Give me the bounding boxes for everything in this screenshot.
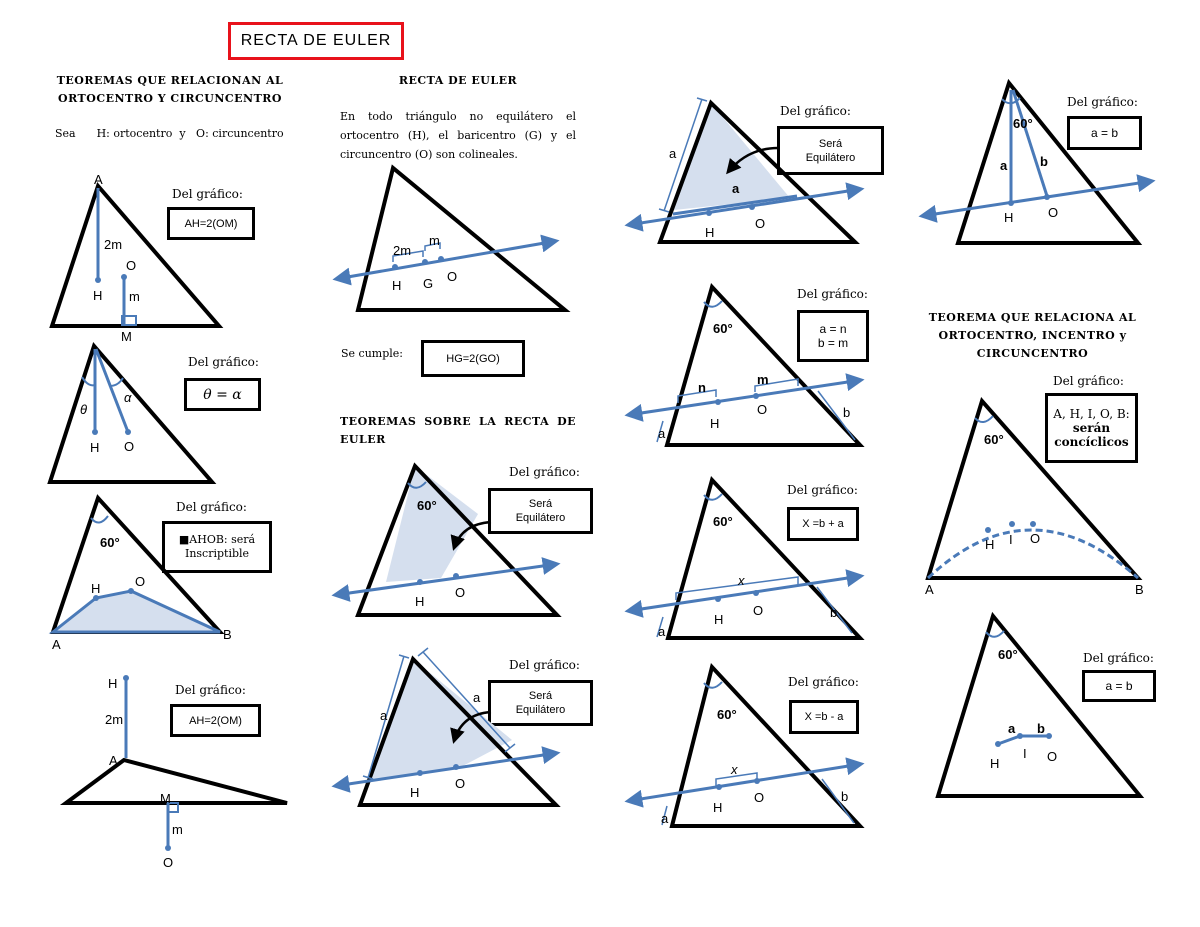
point-i (1009, 521, 1015, 527)
fig-col1-3 (52, 498, 232, 652)
fig-col4-3 (938, 616, 1140, 796)
label-b: b (843, 405, 851, 420)
col1-del-grafico-1: Del gráfico: (172, 187, 243, 201)
quad-ahob (53, 591, 220, 632)
fig-col1-1 (52, 172, 219, 344)
col3-del-grafico-3: Del gráfico: (787, 483, 858, 497)
label-h: H (415, 594, 425, 609)
triangle (358, 168, 565, 310)
label-alpha: α (124, 390, 132, 405)
label-o: O (1048, 205, 1059, 220)
label-60: 60° (998, 647, 1018, 662)
label-h: H (1004, 210, 1014, 225)
label-m: m (129, 289, 140, 304)
point-h (716, 784, 722, 790)
col2-box-equi2-l2: Equilátero (515, 704, 566, 716)
label-o: O (1030, 531, 1041, 546)
fig-col1-4 (66, 675, 287, 870)
point-o (453, 764, 459, 770)
triangle (938, 616, 1140, 796)
label-o: O (455, 585, 466, 600)
triangle (50, 346, 212, 482)
col3-box1-l2: Equilátero (805, 151, 856, 164)
point-o (753, 590, 759, 596)
label-60: 60° (417, 498, 437, 513)
label-a-right: a (473, 690, 481, 705)
label-o: O (753, 603, 764, 618)
triangle (672, 667, 860, 826)
col1-sea-line: Sea H: ortocentro y O: circuncentro (55, 127, 284, 140)
col2-del-grafico-1: Del gráfico: (509, 465, 580, 479)
fig-col3-1 (628, 98, 861, 242)
label-a: A (94, 172, 103, 187)
col3-box2-l2: b = m (817, 336, 849, 350)
label-o: O (124, 439, 135, 454)
label-60: 60° (100, 535, 120, 550)
triangle (66, 760, 287, 803)
label-h: H (91, 581, 101, 596)
label-60: 60° (713, 321, 733, 336)
col2-del-grafico-2: Del gráfico: (509, 658, 580, 672)
label-60: 60° (1013, 116, 1033, 131)
col3-del-grafico-2: Del gráfico: (797, 287, 868, 301)
point-g (422, 259, 428, 265)
point-o (165, 845, 171, 851)
label-b: b (830, 605, 838, 620)
point-h (95, 277, 101, 283)
fig-col1-2 (50, 346, 212, 482)
euler-line (628, 576, 861, 611)
col1-box-ah-om-2: AH=2(OM) (170, 704, 261, 737)
col4-box-a-b-2: a = b (1082, 670, 1156, 702)
label-m: m (757, 372, 769, 387)
col4-heading: TEOREMA QUE RELACIONA AL ORTOCENTRO, INCENTRO y CIRCUNCENTRO (928, 311, 1137, 360)
col2-box-hg-go: HG=2(GO) (421, 340, 525, 377)
point-h (995, 741, 1001, 747)
col1-box3-line2: Inscriptible (184, 547, 250, 560)
col3-del-grafico-1: Del gráfico: (780, 104, 851, 118)
fig-col4-1 (922, 83, 1152, 243)
point-o (1046, 733, 1052, 739)
col2-heading-2: TEOREMAS SOBRE LA RECTA DE EULER (340, 415, 576, 446)
label-a: a (1000, 158, 1008, 173)
label-h: H (108, 676, 118, 691)
label-h: H (410, 785, 420, 800)
label-x: x (731, 762, 738, 777)
measure-b (822, 779, 854, 823)
label-a: A (109, 753, 118, 768)
col4-box2-l2: serán (1072, 421, 1111, 435)
point-h (715, 399, 721, 405)
triangle (52, 186, 219, 326)
fig-col4-2 (925, 401, 1144, 597)
label-2m: 2m (105, 712, 124, 727)
col2-box-equi1-l1: Será (528, 498, 553, 510)
label-theta: θ (80, 402, 88, 417)
label-60: 60° (984, 432, 1004, 447)
euler-line (922, 181, 1152, 216)
point-o (753, 393, 759, 399)
point-o (121, 274, 127, 280)
col2-heading: RECTA DE EULER (398, 74, 518, 87)
point-h (1008, 200, 1014, 206)
page-title: RECTA DE EULER (228, 22, 404, 60)
point-o (438, 256, 444, 262)
col4-box-a-b: a = b (1067, 116, 1142, 150)
label-o: O (754, 790, 765, 805)
col2-paragraph: En todo triángulo no equilátero el ortocentro (H), el baricentro (G) y el circuncentro (O) son colineales. (340, 110, 576, 161)
label-o: O (755, 216, 766, 231)
point-o (128, 588, 134, 594)
label-b: B (223, 627, 232, 642)
segments-a-b (998, 736, 1049, 744)
col4-del-grafico-2: Del gráfico: (1053, 374, 1124, 388)
fig-col3-3 (628, 480, 861, 639)
label-2m: 2m (104, 237, 123, 252)
label-h: H (90, 440, 100, 455)
point-o (453, 573, 459, 579)
point-h (706, 210, 712, 216)
label-h: H (93, 288, 103, 303)
col4-del-grafico-1: Del gráfico: (1067, 95, 1138, 109)
col1-del-grafico-4: Del gráfico: (175, 683, 246, 697)
label-o: O (135, 574, 146, 589)
label-h: H (710, 416, 720, 431)
col3-box1-l1: Será (818, 137, 843, 150)
label-o: O (757, 402, 768, 417)
col1-heading: TEOREMAS QUE RELACIONAN AL ORTOCENTRO Y CIRCUNCENTRO (56, 74, 284, 105)
point-h (123, 675, 129, 681)
euler-line (628, 764, 861, 801)
label-2m: 2m (393, 243, 412, 258)
label-x: x (738, 573, 745, 588)
label-o: O (447, 269, 458, 284)
point-h (417, 770, 423, 776)
col1-box3-line1: ■AHOB: será (178, 533, 256, 546)
label-o: O (455, 776, 466, 791)
point-i (1017, 733, 1023, 739)
label-o: O (126, 258, 137, 273)
label-b: b (1040, 154, 1048, 169)
label-a: a (658, 426, 666, 441)
col1-del-grafico-2: Del gráfico: (188, 355, 259, 369)
col2-box-equi1-l2: Equilátero (515, 512, 566, 524)
label-b: b (841, 789, 849, 804)
col3-box-x-b-minus-a: X =b - a (789, 700, 859, 734)
col1-box-ah-om: AH=2(OM) (167, 207, 255, 240)
label-h: H (714, 612, 724, 627)
point-h (417, 579, 423, 585)
label-60: 60° (717, 707, 737, 722)
fig-col2-euler (336, 168, 565, 310)
triangle (667, 287, 860, 445)
fig-col3-2 (628, 287, 861, 445)
point-h (715, 596, 721, 602)
col4-box2-l1: A, H, I, O, B: (1053, 407, 1130, 421)
col3-del-grafico-4: Del gráfico: (788, 675, 859, 689)
point-h (985, 527, 991, 533)
col1-box-theta-alpha: θ = α (184, 378, 261, 411)
point-h (92, 429, 98, 435)
col2-se-cumple: Se cumple: (341, 347, 403, 360)
angle-alpha-arc (110, 378, 123, 386)
label-b: b (1037, 721, 1045, 736)
label-m-upper: M (121, 329, 132, 344)
point-o (1030, 521, 1036, 527)
label-m: m (172, 822, 183, 837)
label-n: n (698, 380, 706, 395)
label-m-upper: M (160, 791, 171, 806)
label-i: I (1009, 532, 1013, 547)
label-i: I (1023, 746, 1027, 761)
col4-del-grafico-3: Del gráfico: (1083, 651, 1154, 665)
angle-theta-arc (82, 377, 95, 385)
point-o (1044, 194, 1050, 200)
point-o (125, 429, 131, 435)
col1-del-grafico-3: Del gráfico: (176, 500, 247, 514)
label-a: a (1008, 721, 1016, 736)
label-g: G (423, 276, 434, 291)
point-o (749, 204, 755, 210)
col3-box-x-b-plus-a: X =b + a (787, 507, 859, 541)
label-h: H (713, 800, 723, 815)
label-m: m (429, 233, 440, 248)
label-h: H (990, 756, 1000, 771)
label-b: B (1135, 582, 1144, 597)
label-h: H (705, 225, 715, 240)
fig-col2-equi-2 (335, 648, 557, 805)
label-a: a (658, 624, 666, 639)
label-a: a (732, 181, 740, 196)
label-a: a (661, 811, 669, 826)
label-o: O (163, 855, 174, 870)
label-o: O (1047, 749, 1058, 764)
label-a: A (925, 582, 934, 597)
label-60: 60° (713, 514, 733, 529)
triangle (928, 401, 1138, 578)
label-h: H (985, 537, 995, 552)
label-a-side: a (669, 146, 677, 161)
label-a: A (52, 637, 61, 652)
col4-box2-l3: concíclicos (1054, 435, 1129, 449)
point-h (392, 264, 398, 270)
col3-box2-l1: a = n (819, 322, 847, 336)
fig-col2-equi-1 (335, 466, 557, 615)
col2-box-equi2-l1: Será (528, 690, 553, 702)
fig-col3-4 (628, 667, 861, 826)
label-a-left: a (380, 708, 388, 723)
label-h: H (392, 278, 402, 293)
